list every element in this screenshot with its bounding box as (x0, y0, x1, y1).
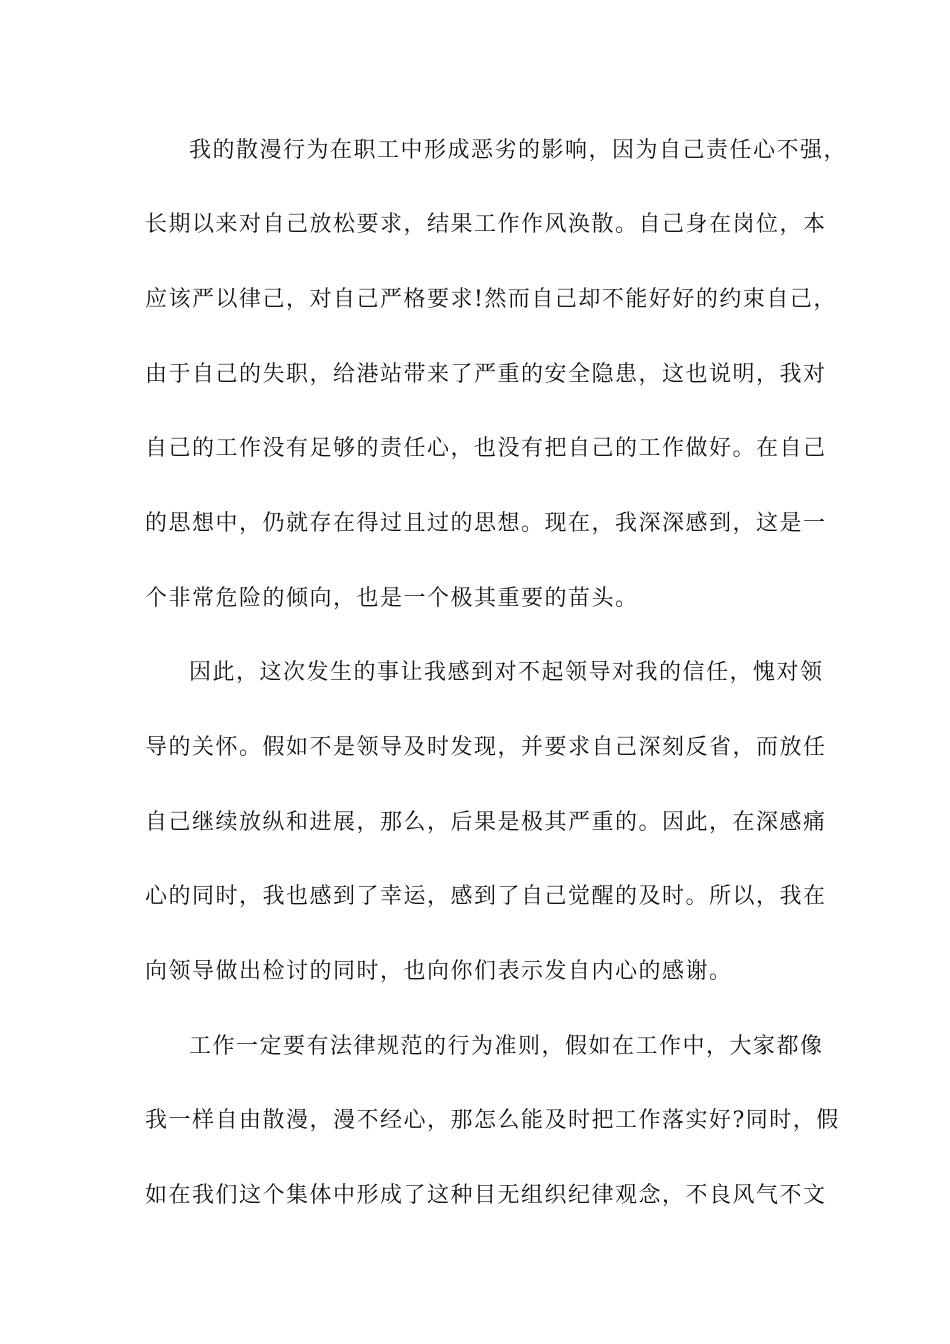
paragraph-1-line-7: 个非常危险的倾向，也是一个极其重要的苗头。 (145, 586, 639, 611)
paragraph-3-line-1: 工作一定要有法律规范的行为准则，假如在工作中，大家都像 (189, 1034, 824, 1059)
paragraph-2-line-3: 自己继续放纵和进展，那么，后果是极其严重的。因此，在深感痛 (145, 810, 827, 835)
paragraph-1-line-3: 应该严以律己，对自己严格要求!然而自己却不能好好的约束自己， (145, 287, 837, 312)
paragraph-2-line-2: 导的关怀。假如不是领导及时发现，并要求自己深刻反省，而放任 (145, 735, 827, 760)
paragraph-1-line-2: 长期以来对自己放松要求，结果工作作风涣散。自己身在岗位，本 (145, 212, 827, 237)
paragraph-1-line-6: 的思想中，仍就存在得过且过的思想。现在，我深深感到，这是一 (145, 511, 827, 536)
paragraph-1-line-4: 由于自己的失职，给港站带来了严重的安全隐患，这也说明，我对 (145, 362, 827, 387)
paragraph-2-line-5: 向领导做出检讨的同时，也向你们表示发自内心的感谢。 (145, 959, 733, 984)
paragraph-1-line-1: 我的散漫行为在职工中形成恶劣的影响，因为自己责任心不强， (189, 138, 848, 163)
paragraph-3-line-2: 我一样自由散漫，漫不经心，那怎么能及时把工作落实好?同时，假 (145, 1108, 840, 1133)
paragraph-3-line-3: 如在我们这个集体中形成了这种目无组织纪律观念，不良风气不文 (145, 1183, 827, 1208)
paragraph-1-line-5: 自己的工作没有足够的责任心，也没有把自己的工作做好。在自己 (145, 436, 827, 461)
paragraph-2-line-1: 因此，这次发生的事让我感到对不起领导对我的信任，愧对领 (189, 660, 824, 685)
paragraph-2-line-4: 心的同时，我也感到了幸运，感到了自己觉醒的及时。所以，我在 (145, 884, 827, 909)
